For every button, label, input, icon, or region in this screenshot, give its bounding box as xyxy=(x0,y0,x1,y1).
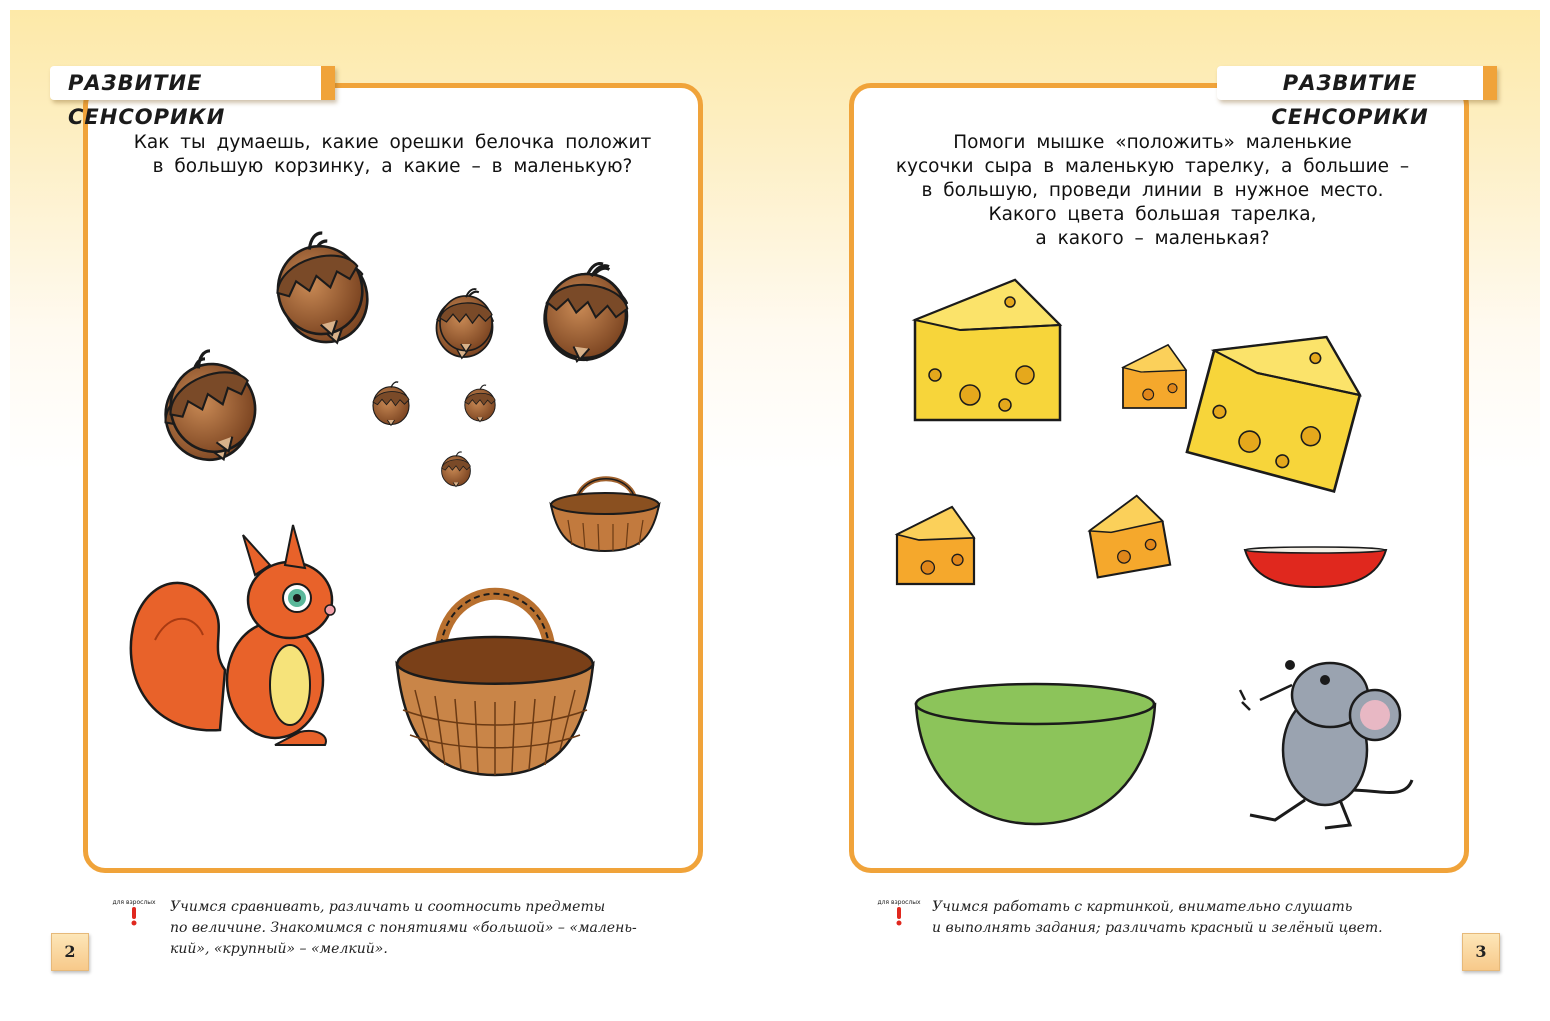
right-task-text xyxy=(870,131,1435,251)
nut xyxy=(442,452,471,487)
small-red-plate xyxy=(1243,545,1388,590)
cheese-piece xyxy=(1187,310,1372,491)
task-line: Какого цвета большая тарелка, xyxy=(988,204,1317,225)
left-page-header: РАЗВИТИЕ СЕНСОРИКИ xyxy=(50,66,335,100)
adult-badge-text: для взрослых xyxy=(877,899,921,906)
hazelnuts-illustration xyxy=(150,230,650,490)
page-number: 2 xyxy=(51,933,89,971)
task-line: в большую, проведи линии в нужное место. xyxy=(921,180,1384,201)
cheese-piece xyxy=(1123,345,1186,408)
left-task-text xyxy=(110,131,675,179)
note-line: по величине. Знакомимся с понятиями «большой» – «малень- xyxy=(170,920,637,936)
cheese-piece xyxy=(915,280,1060,420)
cheese-piece xyxy=(1085,492,1170,577)
note-line: Учимся работать с картинкой, внимательно слушать xyxy=(932,899,1353,915)
left-note xyxy=(170,897,690,960)
cheese-piece xyxy=(897,507,974,584)
big-green-bowl xyxy=(913,682,1158,827)
nut xyxy=(265,226,372,346)
note-line: Учимся сравнивать, различать и соотносить предметы xyxy=(170,899,606,915)
right-note xyxy=(932,897,1452,939)
nut xyxy=(540,258,633,365)
squirrel-illustration xyxy=(125,520,340,750)
nut xyxy=(440,289,492,352)
note-line: и выполнять задания; различать красный и зелёный цвет. xyxy=(932,920,1383,936)
for-adults-icon xyxy=(877,893,921,927)
note-line: кий», «крупный» – «мелкий». xyxy=(170,941,388,957)
task-line: Помоги мышке «положить» маленькие xyxy=(953,132,1352,153)
small-basket xyxy=(548,465,663,555)
adult-badge-text: для взрослых xyxy=(112,899,156,906)
task-line: в большую корзинку, а какие – в маленькую? xyxy=(152,156,633,177)
right-page-header: РАЗВИТИЕ СЕНСОРИКИ xyxy=(1217,66,1497,100)
big-basket xyxy=(395,570,600,780)
nut xyxy=(155,342,269,466)
nut xyxy=(465,385,495,422)
task-line: а какого – маленькая? xyxy=(1035,228,1270,249)
task-line: Как ты думаешь, какие орешки белочка положит xyxy=(133,132,652,153)
page-number: 3 xyxy=(1462,933,1500,971)
for-adults-icon xyxy=(112,893,156,927)
nut xyxy=(373,382,409,425)
mouse-illustration xyxy=(1230,640,1420,835)
task-line: кусочки сыра в маленькую тарелку, а большие – xyxy=(895,156,1410,177)
